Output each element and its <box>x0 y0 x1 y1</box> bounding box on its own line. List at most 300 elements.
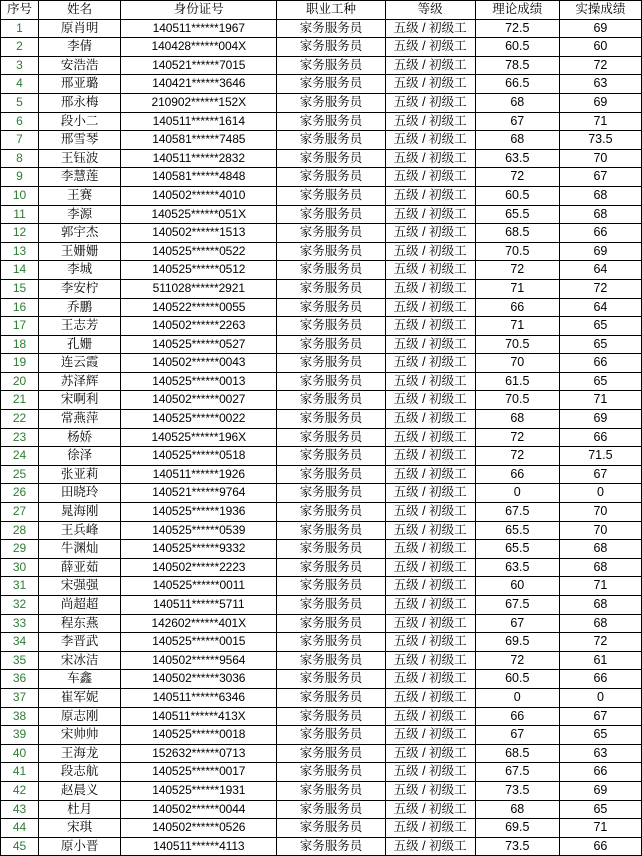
cell-level: 五级 / 初级工 <box>385 688 475 707</box>
cell-practical-score: 65 <box>559 800 641 819</box>
cell-index: 25 <box>1 465 39 484</box>
cell-practical-score: 69 <box>559 242 641 261</box>
cell-theory-score: 60.5 <box>475 38 559 57</box>
cell-name: 李慧莲 <box>39 168 121 187</box>
cell-occupation: 家务服务员 <box>277 279 385 298</box>
cell-theory-score: 66 <box>475 298 559 317</box>
cell-practical-score: 67 <box>559 707 641 726</box>
cell-index: 45 <box>1 837 39 856</box>
cell-index: 3 <box>1 56 39 75</box>
cell-practical-score: 69 <box>559 19 641 38</box>
cell-theory-score: 0 <box>475 484 559 503</box>
cell-practical-score: 0 <box>559 688 641 707</box>
cell-id-number: 140502******4010 <box>121 186 277 205</box>
cell-index: 5 <box>1 93 39 112</box>
cell-name: 王海龙 <box>39 744 121 763</box>
cell-occupation: 家务服务员 <box>277 410 385 429</box>
cell-occupation: 家务服务员 <box>277 465 385 484</box>
cell-index: 13 <box>1 242 39 261</box>
cell-id-number: 140502******0044 <box>121 800 277 819</box>
table-row <box>1 131 642 150</box>
cell-id-number: 140521******9764 <box>121 484 277 503</box>
cell-occupation: 家务服务员 <box>277 707 385 726</box>
cell-practical-score: 71 <box>559 819 641 838</box>
cell-practical-score: 61 <box>559 651 641 670</box>
cell-name: 宋啊利 <box>39 391 121 410</box>
cell-name: 王兵峰 <box>39 521 121 540</box>
cell-occupation: 家务服务员 <box>277 521 385 540</box>
cell-theory-score: 60.5 <box>475 670 559 689</box>
cell-practical-score: 70 <box>559 503 641 522</box>
cell-id-number: 140525******0015 <box>121 633 277 652</box>
cell-id-number: 140525******0018 <box>121 726 277 745</box>
cell-theory-score: 72 <box>475 447 559 466</box>
cell-practical-score: 72 <box>559 633 641 652</box>
cell-occupation: 家务服务员 <box>277 484 385 503</box>
cell-practical-score: 66 <box>559 224 641 243</box>
cell-id-number: 140502******9564 <box>121 651 277 670</box>
cell-theory-score: 66 <box>475 465 559 484</box>
cell-occupation: 家务服务员 <box>277 503 385 522</box>
table-row <box>1 596 642 615</box>
cell-practical-score: 69 <box>559 93 641 112</box>
cell-theory-score: 70 <box>475 354 559 373</box>
table-row <box>1 186 642 205</box>
cell-theory-score: 68.5 <box>475 224 559 243</box>
cell-occupation: 家务服务员 <box>277 149 385 168</box>
cell-occupation: 家务服务员 <box>277 614 385 633</box>
cell-occupation: 家务服务员 <box>277 205 385 224</box>
cell-id-number: 140525******1936 <box>121 503 277 522</box>
cell-theory-score: 73.5 <box>475 781 559 800</box>
cell-occupation: 家务服务员 <box>277 242 385 261</box>
cell-index: 24 <box>1 447 39 466</box>
table-row <box>1 503 642 522</box>
cell-level: 五级 / 初级工 <box>385 744 475 763</box>
cell-index: 28 <box>1 521 39 540</box>
cell-index: 44 <box>1 819 39 838</box>
cell-index: 6 <box>1 112 39 131</box>
cell-level: 五级 / 初级工 <box>385 558 475 577</box>
cell-theory-score: 70.5 <box>475 391 559 410</box>
cell-name: 王志芳 <box>39 317 121 336</box>
cell-id-number: 140525******0527 <box>121 335 277 354</box>
cell-practical-score: 66 <box>559 837 641 856</box>
cell-index: 40 <box>1 744 39 763</box>
cell-theory-score: 66 <box>475 707 559 726</box>
cell-id-number: 210902******152X <box>121 93 277 112</box>
cell-practical-score: 69 <box>559 781 641 800</box>
table-row <box>1 354 642 373</box>
table-row <box>1 465 642 484</box>
cell-name: 车鑫 <box>39 670 121 689</box>
cell-id-number: 140502******0526 <box>121 819 277 838</box>
table-row <box>1 521 642 540</box>
cell-name: 张亚莉 <box>39 465 121 484</box>
cell-theory-score: 60 <box>475 577 559 596</box>
cell-theory-score: 67 <box>475 112 559 131</box>
cell-theory-score: 72.5 <box>475 19 559 38</box>
cell-practical-score: 63 <box>559 75 641 94</box>
cell-theory-score: 67 <box>475 726 559 745</box>
cell-id-number: 140525******9332 <box>121 540 277 559</box>
cell-level: 五级 / 初级工 <box>385 781 475 800</box>
table-row <box>1 112 642 131</box>
cell-name: 乔鹏 <box>39 298 121 317</box>
cell-id-number: 140581******7485 <box>121 131 277 150</box>
cell-index: 1 <box>1 19 39 38</box>
cell-id-number: 140511******413X <box>121 707 277 726</box>
cell-level: 五级 / 初级工 <box>385 800 475 819</box>
cell-id-number: 140421******3646 <box>121 75 277 94</box>
cell-level: 五级 / 初级工 <box>385 540 475 559</box>
cell-level: 五级 / 初级工 <box>385 391 475 410</box>
cell-name: 宋琪 <box>39 819 121 838</box>
cell-name: 李源 <box>39 205 121 224</box>
cell-name: 原小晋 <box>39 837 121 856</box>
cell-practical-score: 60 <box>559 38 641 57</box>
cell-index: 9 <box>1 168 39 187</box>
cell-level: 五级 / 初级工 <box>385 93 475 112</box>
cell-name: 宋强强 <box>39 577 121 596</box>
table-row <box>1 763 642 782</box>
cell-id-number: 140521******7015 <box>121 56 277 75</box>
cell-id-number: 140525******0539 <box>121 521 277 540</box>
cell-name: 薛亚茹 <box>39 558 121 577</box>
cell-theory-score: 72 <box>475 651 559 670</box>
cell-occupation: 家务服务员 <box>277 726 385 745</box>
table-row <box>1 38 642 57</box>
cell-theory-score: 68 <box>475 131 559 150</box>
cell-index: 2 <box>1 38 39 57</box>
cell-practical-score: 66 <box>559 428 641 447</box>
cell-name: 孔姗 <box>39 335 121 354</box>
cell-occupation: 家务服务员 <box>277 56 385 75</box>
cell-name: 徐泽 <box>39 447 121 466</box>
cell-level: 五级 / 初级工 <box>385 596 475 615</box>
cell-id-number: 140525******196X <box>121 428 277 447</box>
cell-practical-score: 64 <box>559 298 641 317</box>
cell-level: 五级 / 初级工 <box>385 837 475 856</box>
cell-occupation: 家务服务员 <box>277 540 385 559</box>
table-row <box>1 800 642 819</box>
cell-level: 五级 / 初级工 <box>385 428 475 447</box>
cell-index: 15 <box>1 279 39 298</box>
cell-id-number: 140525******0011 <box>121 577 277 596</box>
cell-theory-score: 0 <box>475 688 559 707</box>
cell-level: 五级 / 初级工 <box>385 614 475 633</box>
table-row <box>1 335 642 354</box>
cell-id-number: 140525******0013 <box>121 372 277 391</box>
cell-level: 五级 / 初级工 <box>385 763 475 782</box>
cell-name: 宋冰洁 <box>39 651 121 670</box>
cell-practical-score: 65 <box>559 372 641 391</box>
table-row <box>1 447 642 466</box>
cell-name: 邢雪琴 <box>39 131 121 150</box>
cell-index: 22 <box>1 410 39 429</box>
cell-name: 杜月 <box>39 800 121 819</box>
cell-occupation: 家务服务员 <box>277 38 385 57</box>
cell-name: 李城 <box>39 261 121 280</box>
cell-practical-score: 65 <box>559 726 641 745</box>
cell-practical-score: 72 <box>559 56 641 75</box>
cell-name: 赵晨义 <box>39 781 121 800</box>
table-row <box>1 484 642 503</box>
cell-id-number: 140511******5711 <box>121 596 277 615</box>
cell-level: 五级 / 初级工 <box>385 19 475 38</box>
cell-id-number: 140525******0022 <box>121 410 277 429</box>
cell-name: 晁海刚 <box>39 503 121 522</box>
cell-theory-score: 66.5 <box>475 75 559 94</box>
cell-theory-score: 72 <box>475 261 559 280</box>
table-row <box>1 168 642 187</box>
table-row <box>1 56 642 75</box>
table-row <box>1 149 642 168</box>
cell-id-number: 140525******1931 <box>121 781 277 800</box>
cell-level: 五级 / 初级工 <box>385 168 475 187</box>
cell-theory-score: 72 <box>475 168 559 187</box>
cell-occupation: 家务服务员 <box>277 744 385 763</box>
cell-index: 27 <box>1 503 39 522</box>
table-row <box>1 242 642 261</box>
cell-practical-score: 67 <box>559 465 641 484</box>
cell-theory-score: 70.5 <box>475 242 559 261</box>
column-header-id-number: 身份证号 <box>121 1 277 20</box>
cell-level: 五级 / 初级工 <box>385 149 475 168</box>
cell-level: 五级 / 初级工 <box>385 205 475 224</box>
cell-level: 五级 / 初级工 <box>385 317 475 336</box>
cell-theory-score: 63.5 <box>475 149 559 168</box>
table-row <box>1 837 642 856</box>
cell-index: 4 <box>1 75 39 94</box>
cell-theory-score: 67.5 <box>475 596 559 615</box>
cell-practical-score: 69 <box>559 410 641 429</box>
cell-level: 五级 / 初级工 <box>385 75 475 94</box>
cell-name: 李晋武 <box>39 633 121 652</box>
cell-index: 33 <box>1 614 39 633</box>
cell-index: 34 <box>1 633 39 652</box>
table-row <box>1 781 642 800</box>
cell-theory-score: 71 <box>475 279 559 298</box>
cell-practical-score: 65 <box>559 335 641 354</box>
cell-theory-score: 67.5 <box>475 763 559 782</box>
cell-theory-score: 63.5 <box>475 558 559 577</box>
cell-level: 五级 / 初级工 <box>385 242 475 261</box>
table-row <box>1 261 642 280</box>
cell-name: 王姗姗 <box>39 242 121 261</box>
cell-occupation: 家务服务员 <box>277 558 385 577</box>
table-row <box>1 75 642 94</box>
cell-occupation: 家务服务员 <box>277 354 385 373</box>
table-row <box>1 558 642 577</box>
cell-index: 10 <box>1 186 39 205</box>
cell-theory-score: 68.5 <box>475 744 559 763</box>
cell-occupation: 家务服务员 <box>277 261 385 280</box>
cell-occupation: 家务服务员 <box>277 372 385 391</box>
cell-occupation: 家务服务员 <box>277 800 385 819</box>
cell-index: 23 <box>1 428 39 447</box>
cell-index: 19 <box>1 354 39 373</box>
cell-occupation: 家务服务员 <box>277 428 385 447</box>
cell-name: 王赛 <box>39 186 121 205</box>
cell-occupation: 家务服务员 <box>277 670 385 689</box>
cell-index: 21 <box>1 391 39 410</box>
cell-name: 尚超超 <box>39 596 121 615</box>
cell-name: 常燕萍 <box>39 410 121 429</box>
cell-id-number: 140525******0017 <box>121 763 277 782</box>
table-row <box>1 670 642 689</box>
column-header-level: 等级 <box>385 1 475 20</box>
cell-name: 程东燕 <box>39 614 121 633</box>
cell-index: 26 <box>1 484 39 503</box>
cell-name: 宋帅帅 <box>39 726 121 745</box>
cell-occupation: 家务服务员 <box>277 224 385 243</box>
cell-name: 原肖明 <box>39 19 121 38</box>
cell-occupation: 家务服务员 <box>277 335 385 354</box>
cell-occupation: 家务服务员 <box>277 781 385 800</box>
cell-id-number: 140428******004X <box>121 38 277 57</box>
cell-index: 17 <box>1 317 39 336</box>
table-row <box>1 317 642 336</box>
cell-index: 39 <box>1 726 39 745</box>
cell-name: 原志刚 <box>39 707 121 726</box>
cell-id-number: 152632******0713 <box>121 744 277 763</box>
cell-level: 五级 / 初级工 <box>385 224 475 243</box>
cell-practical-score: 71 <box>559 577 641 596</box>
cell-name: 苏泽辉 <box>39 372 121 391</box>
cell-index: 36 <box>1 670 39 689</box>
cell-index: 20 <box>1 372 39 391</box>
cell-theory-score: 61.5 <box>475 372 559 391</box>
table-header-row <box>1 1 642 20</box>
cell-index: 43 <box>1 800 39 819</box>
column-header-name: 姓名 <box>39 1 121 20</box>
cell-practical-score: 66 <box>559 354 641 373</box>
cell-index: 29 <box>1 540 39 559</box>
cell-id-number: 511028******2921 <box>121 279 277 298</box>
cell-name: 李倩 <box>39 38 121 57</box>
cell-practical-score: 66 <box>559 763 641 782</box>
cell-practical-score: 67 <box>559 168 641 187</box>
cell-level: 五级 / 初级工 <box>385 633 475 652</box>
cell-id-number: 140502******0027 <box>121 391 277 410</box>
cell-id-number: 140502******1513 <box>121 224 277 243</box>
cell-name: 连云霞 <box>39 354 121 373</box>
cell-index: 18 <box>1 335 39 354</box>
cell-level: 五级 / 初级工 <box>385 279 475 298</box>
cell-name: 牛渊灿 <box>39 540 121 559</box>
cell-index: 16 <box>1 298 39 317</box>
cell-occupation: 家务服务员 <box>277 168 385 187</box>
table-row <box>1 633 642 652</box>
cell-occupation: 家务服务员 <box>277 688 385 707</box>
cell-occupation: 家务服务员 <box>277 317 385 336</box>
cell-name: 邢亚璐 <box>39 75 121 94</box>
cell-level: 五级 / 初级工 <box>385 819 475 838</box>
cell-practical-score: 68 <box>559 614 641 633</box>
cell-name: 段小二 <box>39 112 121 131</box>
cell-id-number: 140525******0512 <box>121 261 277 280</box>
cell-id-number: 140511******2832 <box>121 149 277 168</box>
cell-occupation: 家务服务员 <box>277 837 385 856</box>
cell-name: 杨娇 <box>39 428 121 447</box>
cell-level: 五级 / 初级工 <box>385 726 475 745</box>
cell-index: 30 <box>1 558 39 577</box>
cell-id-number: 142602******401X <box>121 614 277 633</box>
cell-level: 五级 / 初级工 <box>385 354 475 373</box>
cell-index: 14 <box>1 261 39 280</box>
table-row <box>1 744 642 763</box>
cell-theory-score: 72 <box>475 428 559 447</box>
cell-theory-score: 70.5 <box>475 335 559 354</box>
cell-theory-score: 65.5 <box>475 521 559 540</box>
cell-name: 王钰波 <box>39 149 121 168</box>
table-row <box>1 428 642 447</box>
cell-practical-score: 71 <box>559 112 641 131</box>
table-row <box>1 819 642 838</box>
cell-occupation: 家务服务员 <box>277 633 385 652</box>
cell-id-number: 140502******0043 <box>121 354 277 373</box>
cell-occupation: 家务服务员 <box>277 131 385 150</box>
cell-theory-score: 68 <box>475 93 559 112</box>
cell-practical-score: 68 <box>559 558 641 577</box>
cell-id-number: 140511******6346 <box>121 688 277 707</box>
cell-occupation: 家务服务员 <box>277 186 385 205</box>
table-row <box>1 372 642 391</box>
cell-theory-score: 60.5 <box>475 186 559 205</box>
cell-id-number: 140511******1926 <box>121 465 277 484</box>
cell-id-number: 140525******051X <box>121 205 277 224</box>
table-row <box>1 279 642 298</box>
cell-practical-score: 70 <box>559 521 641 540</box>
cell-id-number: 140522******0055 <box>121 298 277 317</box>
cell-practical-score: 68 <box>559 596 641 615</box>
cell-level: 五级 / 初级工 <box>385 484 475 503</box>
cell-occupation: 家务服务员 <box>277 112 385 131</box>
cell-practical-score: 64 <box>559 261 641 280</box>
cell-occupation: 家务服务员 <box>277 447 385 466</box>
cell-level: 五级 / 初级工 <box>385 707 475 726</box>
cell-name: 田晓玲 <box>39 484 121 503</box>
column-header-index: 序号 <box>1 1 39 20</box>
cell-index: 32 <box>1 596 39 615</box>
table-row <box>1 726 642 745</box>
cell-id-number: 140511******4113 <box>121 837 277 856</box>
cell-level: 五级 / 初级工 <box>385 521 475 540</box>
cell-level: 五级 / 初级工 <box>385 38 475 57</box>
cell-theory-score: 65.5 <box>475 540 559 559</box>
cell-level: 五级 / 初级工 <box>385 131 475 150</box>
cell-occupation: 家务服务员 <box>277 596 385 615</box>
table-row <box>1 577 642 596</box>
cell-index: 37 <box>1 688 39 707</box>
cell-level: 五级 / 初级工 <box>385 56 475 75</box>
cell-index: 35 <box>1 651 39 670</box>
cell-name: 邢永梅 <box>39 93 121 112</box>
cell-index: 8 <box>1 149 39 168</box>
cell-theory-score: 78.5 <box>475 56 559 75</box>
cell-theory-score: 69.5 <box>475 819 559 838</box>
cell-practical-score: 70 <box>559 149 641 168</box>
cell-practical-score: 68 <box>559 186 641 205</box>
cell-practical-score: 63 <box>559 744 641 763</box>
cell-index: 31 <box>1 577 39 596</box>
cell-level: 五级 / 初级工 <box>385 465 475 484</box>
cell-level: 五级 / 初级工 <box>385 261 475 280</box>
table-row <box>1 205 642 224</box>
cell-occupation: 家务服务员 <box>277 391 385 410</box>
cell-index: 7 <box>1 131 39 150</box>
